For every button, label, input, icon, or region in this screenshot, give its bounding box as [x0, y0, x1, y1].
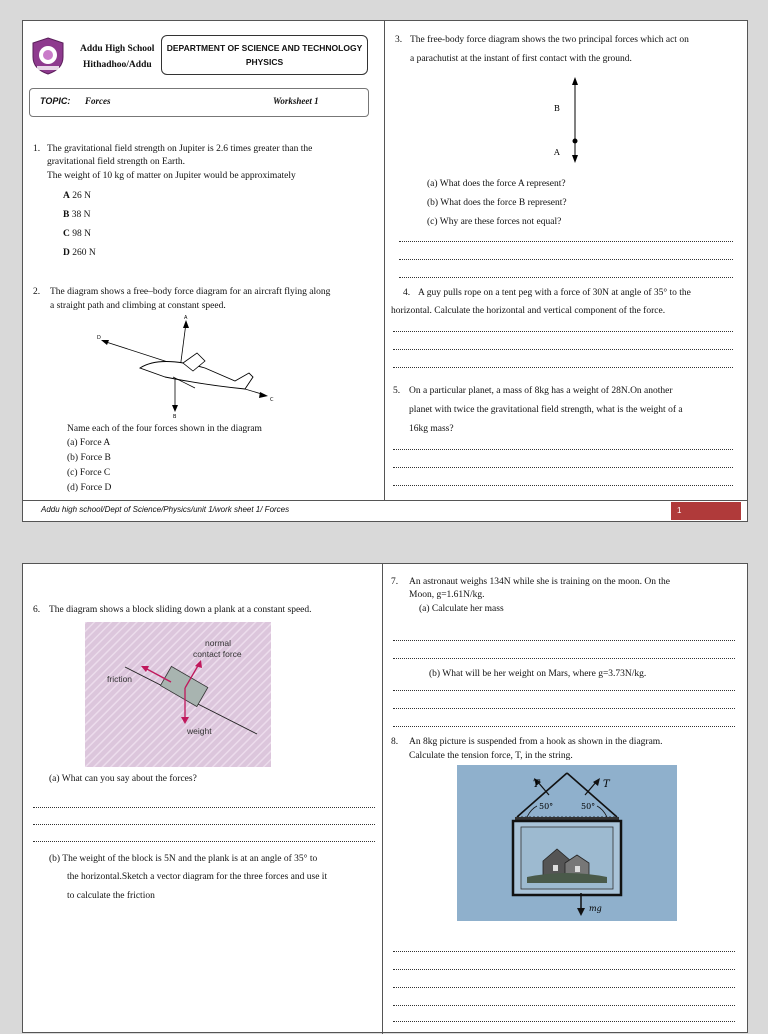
q7-number: 7.	[391, 577, 399, 587]
aircraft-label-d: D	[97, 335, 101, 341]
answer-line	[393, 658, 735, 659]
contact-force-label: contact force	[193, 649, 242, 659]
q1-option-b: B 38 N	[63, 210, 91, 220]
q6-part-b-line2: the horizontal.Sketch a vector diagram for the three forces and use it	[67, 872, 328, 882]
q1-option-d: D 260 N	[63, 248, 96, 258]
topic-bar	[29, 88, 369, 117]
q4-number: 4.	[403, 288, 411, 298]
worksheet-page-1	[22, 20, 748, 522]
q5-line2: planet with twice the gravitational field strength, what is the weight of a	[409, 405, 683, 415]
answer-line	[393, 640, 735, 641]
answer-line	[33, 807, 375, 808]
aircraft-force-diagram	[85, 313, 285, 418]
q4-line2: horizontal. Calculate the horizontal and vertical component of the force.	[391, 306, 666, 316]
q2-part-b: (b) Force B	[67, 453, 111, 463]
worksheet-page-2	[22, 563, 748, 1033]
department-title: DEPARTMENT OF SCIENCE AND TECHNOLOGY	[166, 43, 363, 53]
school-logo-icon	[31, 37, 65, 75]
school-location: Hithadhoo/Addu	[83, 60, 152, 70]
column-divider	[384, 21, 385, 501]
column-divider	[382, 564, 383, 1034]
answer-line	[399, 277, 733, 278]
mg-label: mg	[589, 904, 602, 913]
weight-label: weight	[187, 726, 212, 736]
q6-line1: The diagram shows a block sliding down a plank at a constant speed.	[49, 605, 312, 615]
angle-label-right: 50°	[581, 802, 596, 811]
q7-part-b: (b) What will be her weight on Mars, where g=3.73N/kg.	[429, 669, 647, 679]
q5-line1: On a particular planet, a mass of 8kg has a weight of 28N.On another	[409, 386, 673, 396]
q2-part-c: (c) Force C	[67, 468, 111, 478]
hanging-picture-diagram	[457, 765, 677, 921]
answer-line	[399, 241, 733, 242]
q3-line1: The free-body force diagram shows the two principal forces which act on	[410, 35, 689, 45]
q7-part-a: (a) Calculate her mass	[419, 604, 504, 614]
answer-line	[393, 349, 733, 350]
topic-label: TOPIC:	[40, 96, 71, 106]
answer-line	[33, 841, 375, 842]
q1-line3: The weight of 10 kg of matter on Jupiter would be approximately	[47, 171, 296, 181]
q1-line1: The gravitational field strength on Jupiter is 2.6 times greater than the	[47, 144, 313, 154]
answer-line	[393, 367, 733, 368]
q2-number: 2.	[33, 287, 41, 297]
q7-line1: An astronaut weighs 134N while she is training on the moon. On the	[409, 577, 670, 587]
page-number: 1	[671, 502, 741, 520]
q1-option-a: A 26 N	[63, 191, 91, 201]
q6-part-b-line1: (b) The weight of the block is 5N and the plank is at an angle of 35° to	[49, 854, 318, 864]
q6-part-b-line3: to calculate the friction	[67, 891, 155, 901]
q3-part-b: (b) What does the force B represent?	[427, 198, 567, 208]
q6-part-a: (a) What can you say about the forces?	[49, 774, 197, 784]
q3-part-a: (a) What does the force A represent?	[427, 179, 566, 189]
q4-line1: A guy pulls rope on a tent peg with a force of 30N at angle of 35° to the	[418, 288, 691, 298]
q8-number: 8.	[391, 737, 399, 747]
friction-label: friction	[107, 674, 133, 684]
q5-line3: 16kg mass?	[409, 424, 454, 434]
tension-label-right: T	[603, 779, 610, 790]
footer-text: Addu high school/Dept of Science/Physics/unit 1/work sheet 1/ Forces	[41, 505, 290, 514]
q8-line1: An 8kg picture is suspended from a hook as shown in the diagram.	[409, 737, 663, 747]
normal-label: normal	[205, 638, 231, 648]
answer-line	[393, 726, 735, 727]
answer-line	[393, 1005, 735, 1006]
q2-prompt: Name each of the four forces shown in the diagram	[67, 424, 262, 434]
answer-line	[393, 485, 733, 486]
q2-part-d: (d) Force D	[67, 483, 112, 493]
parachutist-force-diagram	[551, 75, 591, 165]
answer-line	[33, 824, 375, 825]
answer-line	[393, 1021, 735, 1022]
aircraft-label-a: A	[184, 315, 188, 321]
q1-number: 1.	[33, 144, 41, 154]
q6-number: 6.	[33, 605, 41, 615]
q1-option-c: C 98 N	[63, 229, 91, 239]
subject-title: PHYSICS	[245, 57, 284, 67]
q3-line2: a parachutist at the instant of first contact with the ground.	[410, 54, 632, 64]
answer-line	[393, 969, 735, 970]
q8-line2: Calculate the tension force, T, in the string.	[409, 751, 573, 761]
q2-line2: a straight path and climbing at constant speed.	[50, 301, 226, 311]
answer-line	[393, 449, 733, 450]
school-name: Addu High School	[80, 44, 155, 54]
answer-line	[393, 467, 733, 468]
q2-line1: The diagram shows a free–body force diagram for an aircraft flying along	[50, 287, 331, 297]
q1-line2: gravitational field strength on Earth.	[47, 157, 185, 167]
parachute-label-b: B	[554, 104, 560, 113]
q3-part-c: (c) Why are these forces not equal?	[427, 217, 562, 227]
plank-force-diagram	[85, 622, 271, 767]
page-footer	[23, 500, 747, 521]
answer-line	[393, 690, 735, 691]
angle-label-left: 50°	[539, 802, 554, 811]
topic-value: Forces	[85, 96, 111, 106]
q3-number: 3.	[395, 35, 403, 45]
answer-line	[399, 259, 733, 260]
department-box	[161, 35, 368, 75]
q2-part-a: (a) Force A	[67, 438, 111, 448]
answer-line	[393, 987, 735, 988]
answer-line	[393, 951, 735, 952]
q5-number: 5.	[393, 386, 401, 396]
tension-label-left: T	[533, 779, 540, 790]
aircraft-label-c: C	[270, 397, 274, 403]
parachute-label-a: A	[554, 148, 560, 157]
answer-line	[393, 331, 733, 332]
aircraft-label-b: B	[173, 414, 177, 418]
answer-line	[393, 708, 735, 709]
q7-line2: Moon, g=1.61N/kg.	[409, 590, 485, 600]
worksheet-number: Worksheet 1	[273, 96, 319, 106]
